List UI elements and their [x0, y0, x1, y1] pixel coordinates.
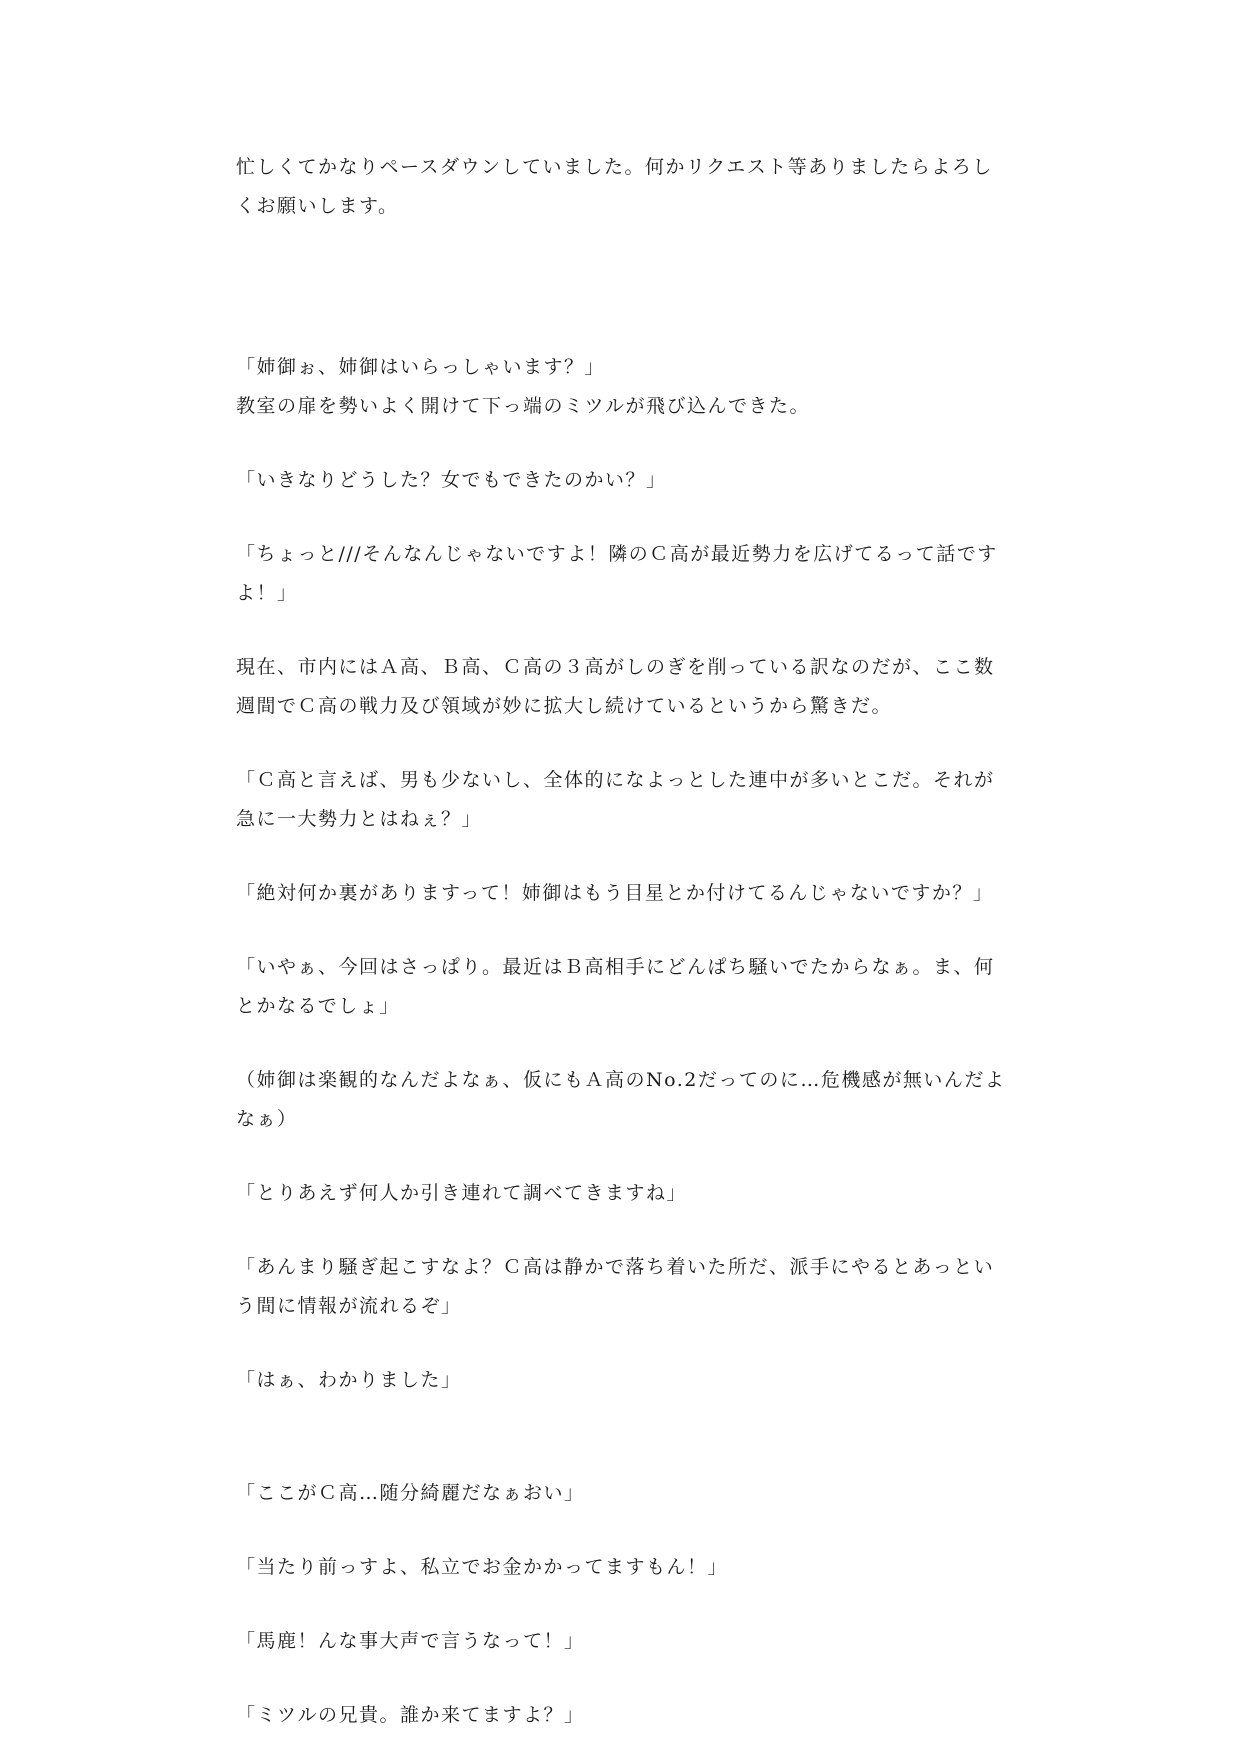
scene-break	[236, 1400, 1006, 1474]
dialogue-line: 「馬鹿！んな事大声で言うなって！」	[236, 1630, 585, 1652]
dialogue-line: 「Ｃ高と言えば、男も少ないし、全体的になよっとした連中が多いとこだ。それが急に一大勢力とはねぇ？」	[236, 769, 995, 830]
dialogue-line: 「あんまり騒ぎ起こすなよ？Ｃ高は静かで落ち着いた所だ、派手にやるとあっという間に情報が流れるぞ」	[236, 1256, 995, 1317]
dialogue-line: 「当たり前っすよ、私立でお金かかってますもん！」	[236, 1556, 729, 1578]
section-break	[236, 226, 1006, 348]
dialogue-line: 「ミツルの兄貴。誰か来てますよ？」	[236, 1704, 585, 1726]
dialogue-line: 「いやぁ、今回はさっぱり。最近はＢ高相手にどんぱち騒いでたからなぁ。ま、何とかなるでしょ」	[236, 956, 995, 1017]
intro-note: 忙しくてかなりペースダウンしていました。何かリクエスト等ありましたらよろしくお願いします。	[236, 156, 993, 217]
dialogue-line: 「ここがＣ高…随分綺麗だなぁおい」	[236, 1482, 585, 1504]
dialogue-line: 「絶対何か裏がありますって！姉御はもう目星とか付けてるんじゃないですか？」	[236, 882, 994, 904]
dialogue-line: 「はぁ、わかりました」	[236, 1369, 462, 1391]
document-body	[236, 148, 1006, 1735]
dialogue-line: 「とりあえず何人か引き連れて調べてきますね」	[236, 1182, 688, 1204]
dialogue-line: 「ちょっと///そんなんじゃないですよ！隣のＣ高が最近勢力を広げてるって話ですよ！」	[236, 543, 998, 604]
narration-line: 教室の扉を勢いよく開けて下っ端のミツルが飛び込んできた。	[236, 395, 811, 417]
dialogue-line: 「姉御ぉ、姉御はいらっしゃいます？」	[236, 356, 606, 378]
dialogue-line: 「いきなりどうした？女でもできたのかい？」	[236, 469, 667, 491]
narration-line: 現在、市内にはＡ高、Ｂ高、Ｃ高の３高がしのぎを削っている訳なのだが、ここ数週間でＣ高の戦力及び領域が妙に拡大し続けているというから驚きだ。	[236, 656, 995, 717]
inner-thought-line: （姉御は楽観的なんだよなぁ、仮にもＡ高のNo.2だってのに…危機感が無いんだよなぁ）	[236, 1069, 1006, 1130]
